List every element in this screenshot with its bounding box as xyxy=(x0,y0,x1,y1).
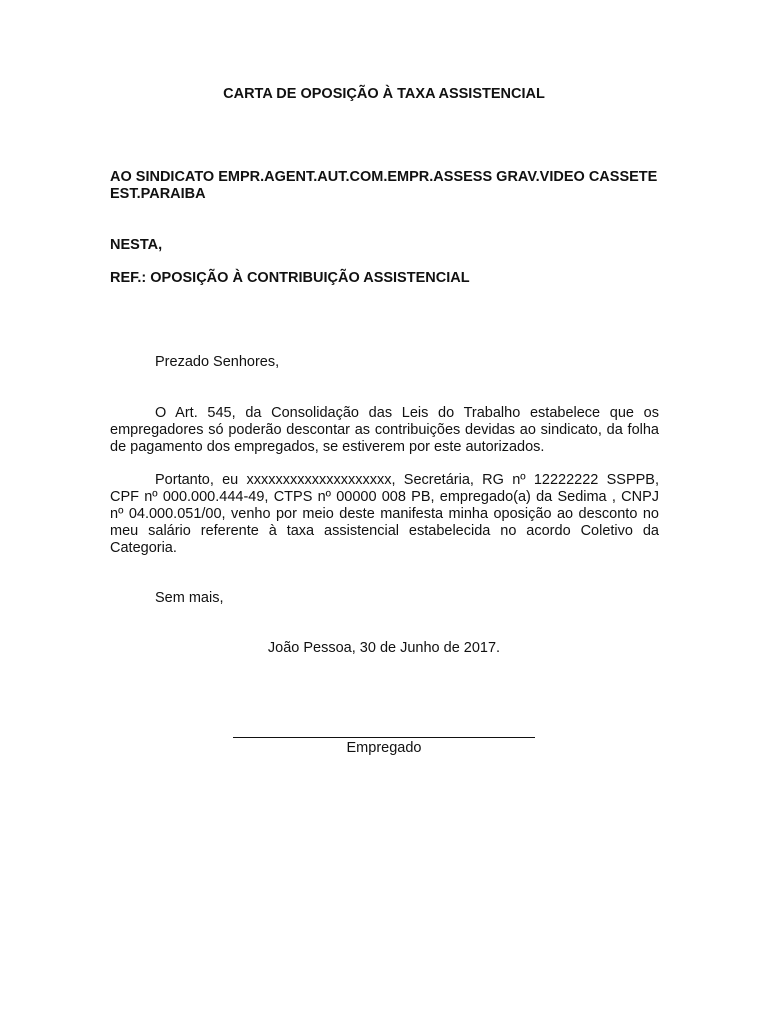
letter-place-date: João Pessoa, 30 de Junho de 2017. xyxy=(267,640,501,656)
letter-paragraph-1: O Art. 545, da Consolidação das Leis do Trabalho estabelece que os empregadores só poderão descontar as contribuições devidas ao sindicato, da folha de pagamento dos empregados, se estiverem por este autorizados. xyxy=(110,405,659,455)
signature-label: Empregado xyxy=(346,740,422,756)
letter-reference: REF.: OPOSIÇÃO À CONTRIBUIÇÃO ASSISTENCIAL xyxy=(110,270,470,286)
letter-title: CARTA DE OPOSIÇÃO À TAXA ASSISTENCIAL xyxy=(223,86,545,102)
letter-greeting: Prezado Senhores, xyxy=(155,354,280,370)
letter-closing: Sem mais, xyxy=(155,590,224,606)
letter-paragraph-2: Portanto, eu xxxxxxxxxxxxxxxxxxxx, Secretária, RG nº 12222222 SSPPB, CPF nº 000.000.444-49, CTPS nº 00000 008 PB, empregado(a) da Sedima , CNPJ nº 04.000.051/00, venho por meio deste manifesta minha oposição ao desconto no meu salário referente à taxa assistencial estabelecida no acordo Coletivo da Categoria. xyxy=(110,472,659,556)
signature-line xyxy=(233,737,535,738)
letter-addressee: AO SINDICATO EMPR.AGENT.AUT.COM.EMPR.ASSESS GRAV.VIDEO CASSETE EST.PARAIBA xyxy=(110,169,658,202)
letter-nesta: NESTA, xyxy=(110,237,163,253)
